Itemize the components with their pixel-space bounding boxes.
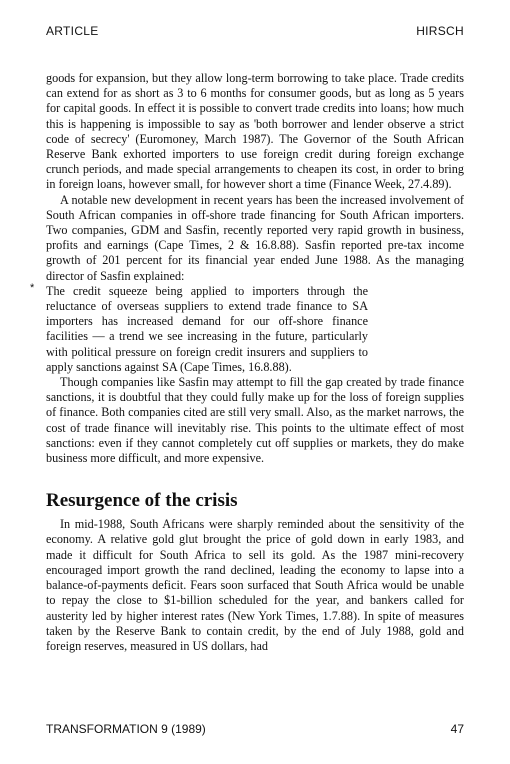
block-quote: The credit squeeze being applied to importers through the reluctance of overseas suppliers to extend trade finance to SA importers has increased demand for our off-shore finance facilities — a trend we see increasing in the future, particularly with political pressure on foreign credit insurers and suppliers to apply sanctions against SA (Cape Times, 16.8.88). xyxy=(46,283,368,374)
running-header xyxy=(46,24,464,40)
page-number: 47 xyxy=(450,722,464,736)
margin-mark: * xyxy=(30,282,35,294)
running-footer xyxy=(46,722,464,738)
section-heading: Resurgence of the crisis xyxy=(46,490,238,512)
header-author-label: HIRSCH xyxy=(416,24,464,38)
header-section-label: ARTICLE xyxy=(46,24,99,38)
paragraph-resurgence: In mid-1988, South Africans were sharply reminded about the sensitivity of the economy. A relative gold glut brought the price of gold down in early 1983, and made it difficult for South Africa to sell its gold. As the 1987 mini-recovery encouraged import growth the rand declined, leading the economy to lapse into a balance-of-payments deficit. Fears soon surfaced that South Africa would be unable to repay the close to $1-billion scheduled for the year, and bankers called for austerity led by higher interest rates (New York Times, 1.7.88). In spite of measures taken by the Reserve Bank to contain credit, by the end of July 1988, gold and foreign reserves, measured in US dollars, had xyxy=(46,517,464,653)
paragraph-sanctions-effect: Though companies like Sasfin may attempt to fill the gap created by trade finance sanctions, it is doubtful that they could fully make up for the loss of foreign supplies of finance. Both companies cited are still very small. Also, as the market narrows, the cost of trade finance will inevitably rise. This points to the ultimate effect of most sanctions: even if they cannot completely cut off supplies or markets, they do make business more difficult, and more expensive. xyxy=(46,375,464,466)
paragraph-continuation: goods for expansion, but they allow long-term borrowing to take place. Trade credits can extend for as short as 3 to 6 months for consumer goods, but as long as 5 years for capital goods. In effect it is possible to convert trade credits into loans; how much this is happening is impossible to say as 'both borrower and lender observe a strict code of secrecy' (Euromoney, March 1987). The Governor of the South African Reserve Bank exhorted importers to use foreign credit during foreign exchange crunch periods, and made special arrangements to cheapen its cost, in order to bring in foreign loans, however small, for however short a time (Finance Week, 27.4.89). xyxy=(46,71,464,192)
footer-journal-label: TRANSFORMATION 9 (1989) xyxy=(46,722,206,736)
paragraph-offshore-financing: A notable new development in recent years has been the increased involvement of South African companies in off-shore trade financing for South African importers. Two companies, GDM and Sasfin, recently reported very rapid growth in business, profits and earnings (Cape Times, 2 & 16.8.88). Sasfin reported pre-tax income growth of 201 percent for its financial year ended June 1988. As the managing director of Sasfin explained: xyxy=(46,192,464,283)
article-body xyxy=(46,71,464,654)
